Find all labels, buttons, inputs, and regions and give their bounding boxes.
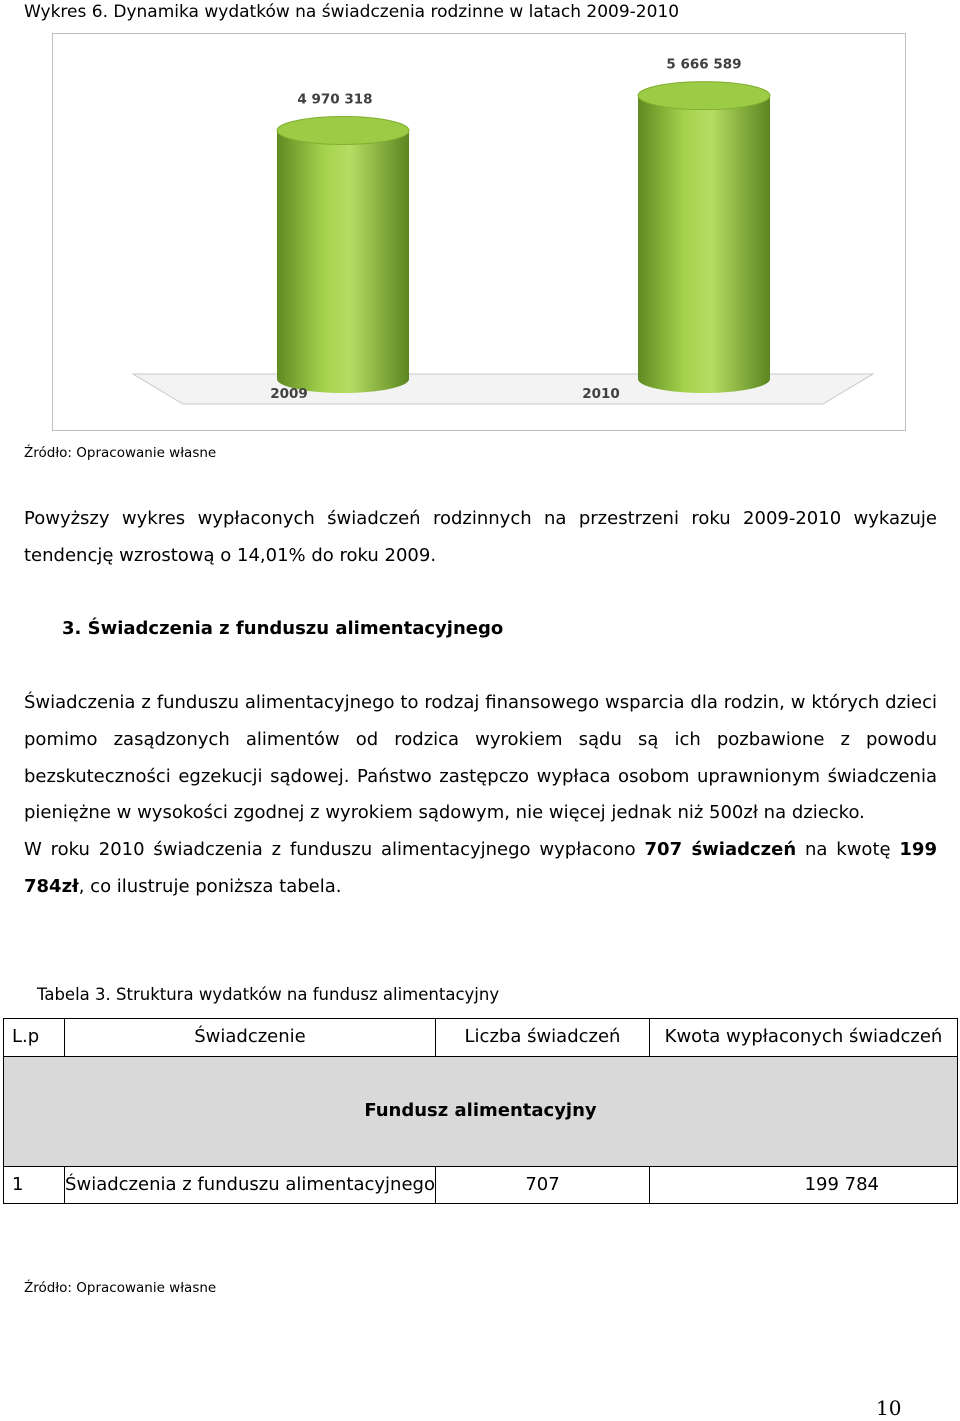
bar-2010 [638, 96, 770, 393]
paragraph-2-text: Świadczenia z funduszu alimentacyjnego to rodzaj finansowego wsparcia dla rodzin, w których dzieci pomimo zasądzonych alimentów od rodzica wyrokiem sądu są ich pozbawione z powodu bezskuteczności egzekucji sądowej. Państwo zastępczo wypłaca osobom uprawnionym świadczenia pieniężne w wysokości zgodnej z wyrokiem sądowym, nie więcej jednak niż 500zł na dziecko. [24, 692, 937, 824]
cell-count: 707 [436, 1166, 650, 1204]
expenditure-table [3, 1018, 958, 1204]
header-lp: L.p [4, 1019, 65, 1057]
paragraph-1-text: Powyższy wykres wypłaconych świadczeń rodzinnych na przestrzeni roku 2009-2010 wykazuje tendencję wzrostową o 14,01% do roku 2009. [24, 508, 937, 566]
cell-amount: 199 784 [650, 1166, 958, 1204]
header-count: Liczba świadczeń [436, 1019, 650, 1057]
page-number: 10 [876, 1396, 902, 1420]
table-source-note: Źródło: Opracowanie własne [24, 1280, 217, 1296]
para3-text-b: na kwotę [796, 839, 900, 861]
cell-lp: 1 [4, 1166, 65, 1204]
table-caption: Tabela 3. Struktura wydatków na fundusz alimentacyjny [37, 985, 500, 1004]
chart-frame [52, 33, 906, 431]
bar-chart [53, 34, 907, 432]
header-benefit: Świadczenie [65, 1019, 436, 1057]
table-section-row [4, 1056, 958, 1166]
para3-text-a: W roku 2010 świadczenia z funduszu alimentacyjnego wypłacono [24, 839, 645, 861]
bar-top-2009 [277, 116, 409, 144]
x-tick-label-2010: 2010 [582, 386, 620, 402]
bar-top-2010 [638, 82, 770, 110]
para3-bold-amount: 199 784zł [24, 839, 937, 897]
chart-caption: Wykres 6. Dynamika wydatków na świadczenia rodzinne w latach 2009-2010 [24, 2, 680, 22]
cell-benefit: Świadczenia z funduszu alimentacyjnego [65, 1166, 436, 1204]
data-label-2009: 4 970 318 [297, 91, 373, 108]
header-amount: Kwota wypłaconych świadczeń [650, 1019, 958, 1057]
table-header-row [4, 1019, 958, 1057]
para3-text-c: , co ilustruje poniższa tabela. [78, 875, 342, 897]
data-label-2010: 5 666 589 [666, 56, 742, 73]
paragraph-3-text [24, 832, 937, 906]
section-heading: 3. Świadczenia z funduszu alimentacyjnego [62, 618, 504, 639]
bar-2009 [277, 130, 409, 393]
table-row [4, 1166, 958, 1204]
paragraph-1 [24, 501, 937, 575]
source-note: Źródło: Opracowanie własne [24, 445, 217, 461]
x-tick-label-2009: 2009 [270, 386, 308, 402]
section-label: Fundusz alimentacyjny [4, 1056, 958, 1166]
para3-bold-count: 707 świadczeń [644, 839, 797, 861]
paragraph-2 [24, 685, 937, 906]
